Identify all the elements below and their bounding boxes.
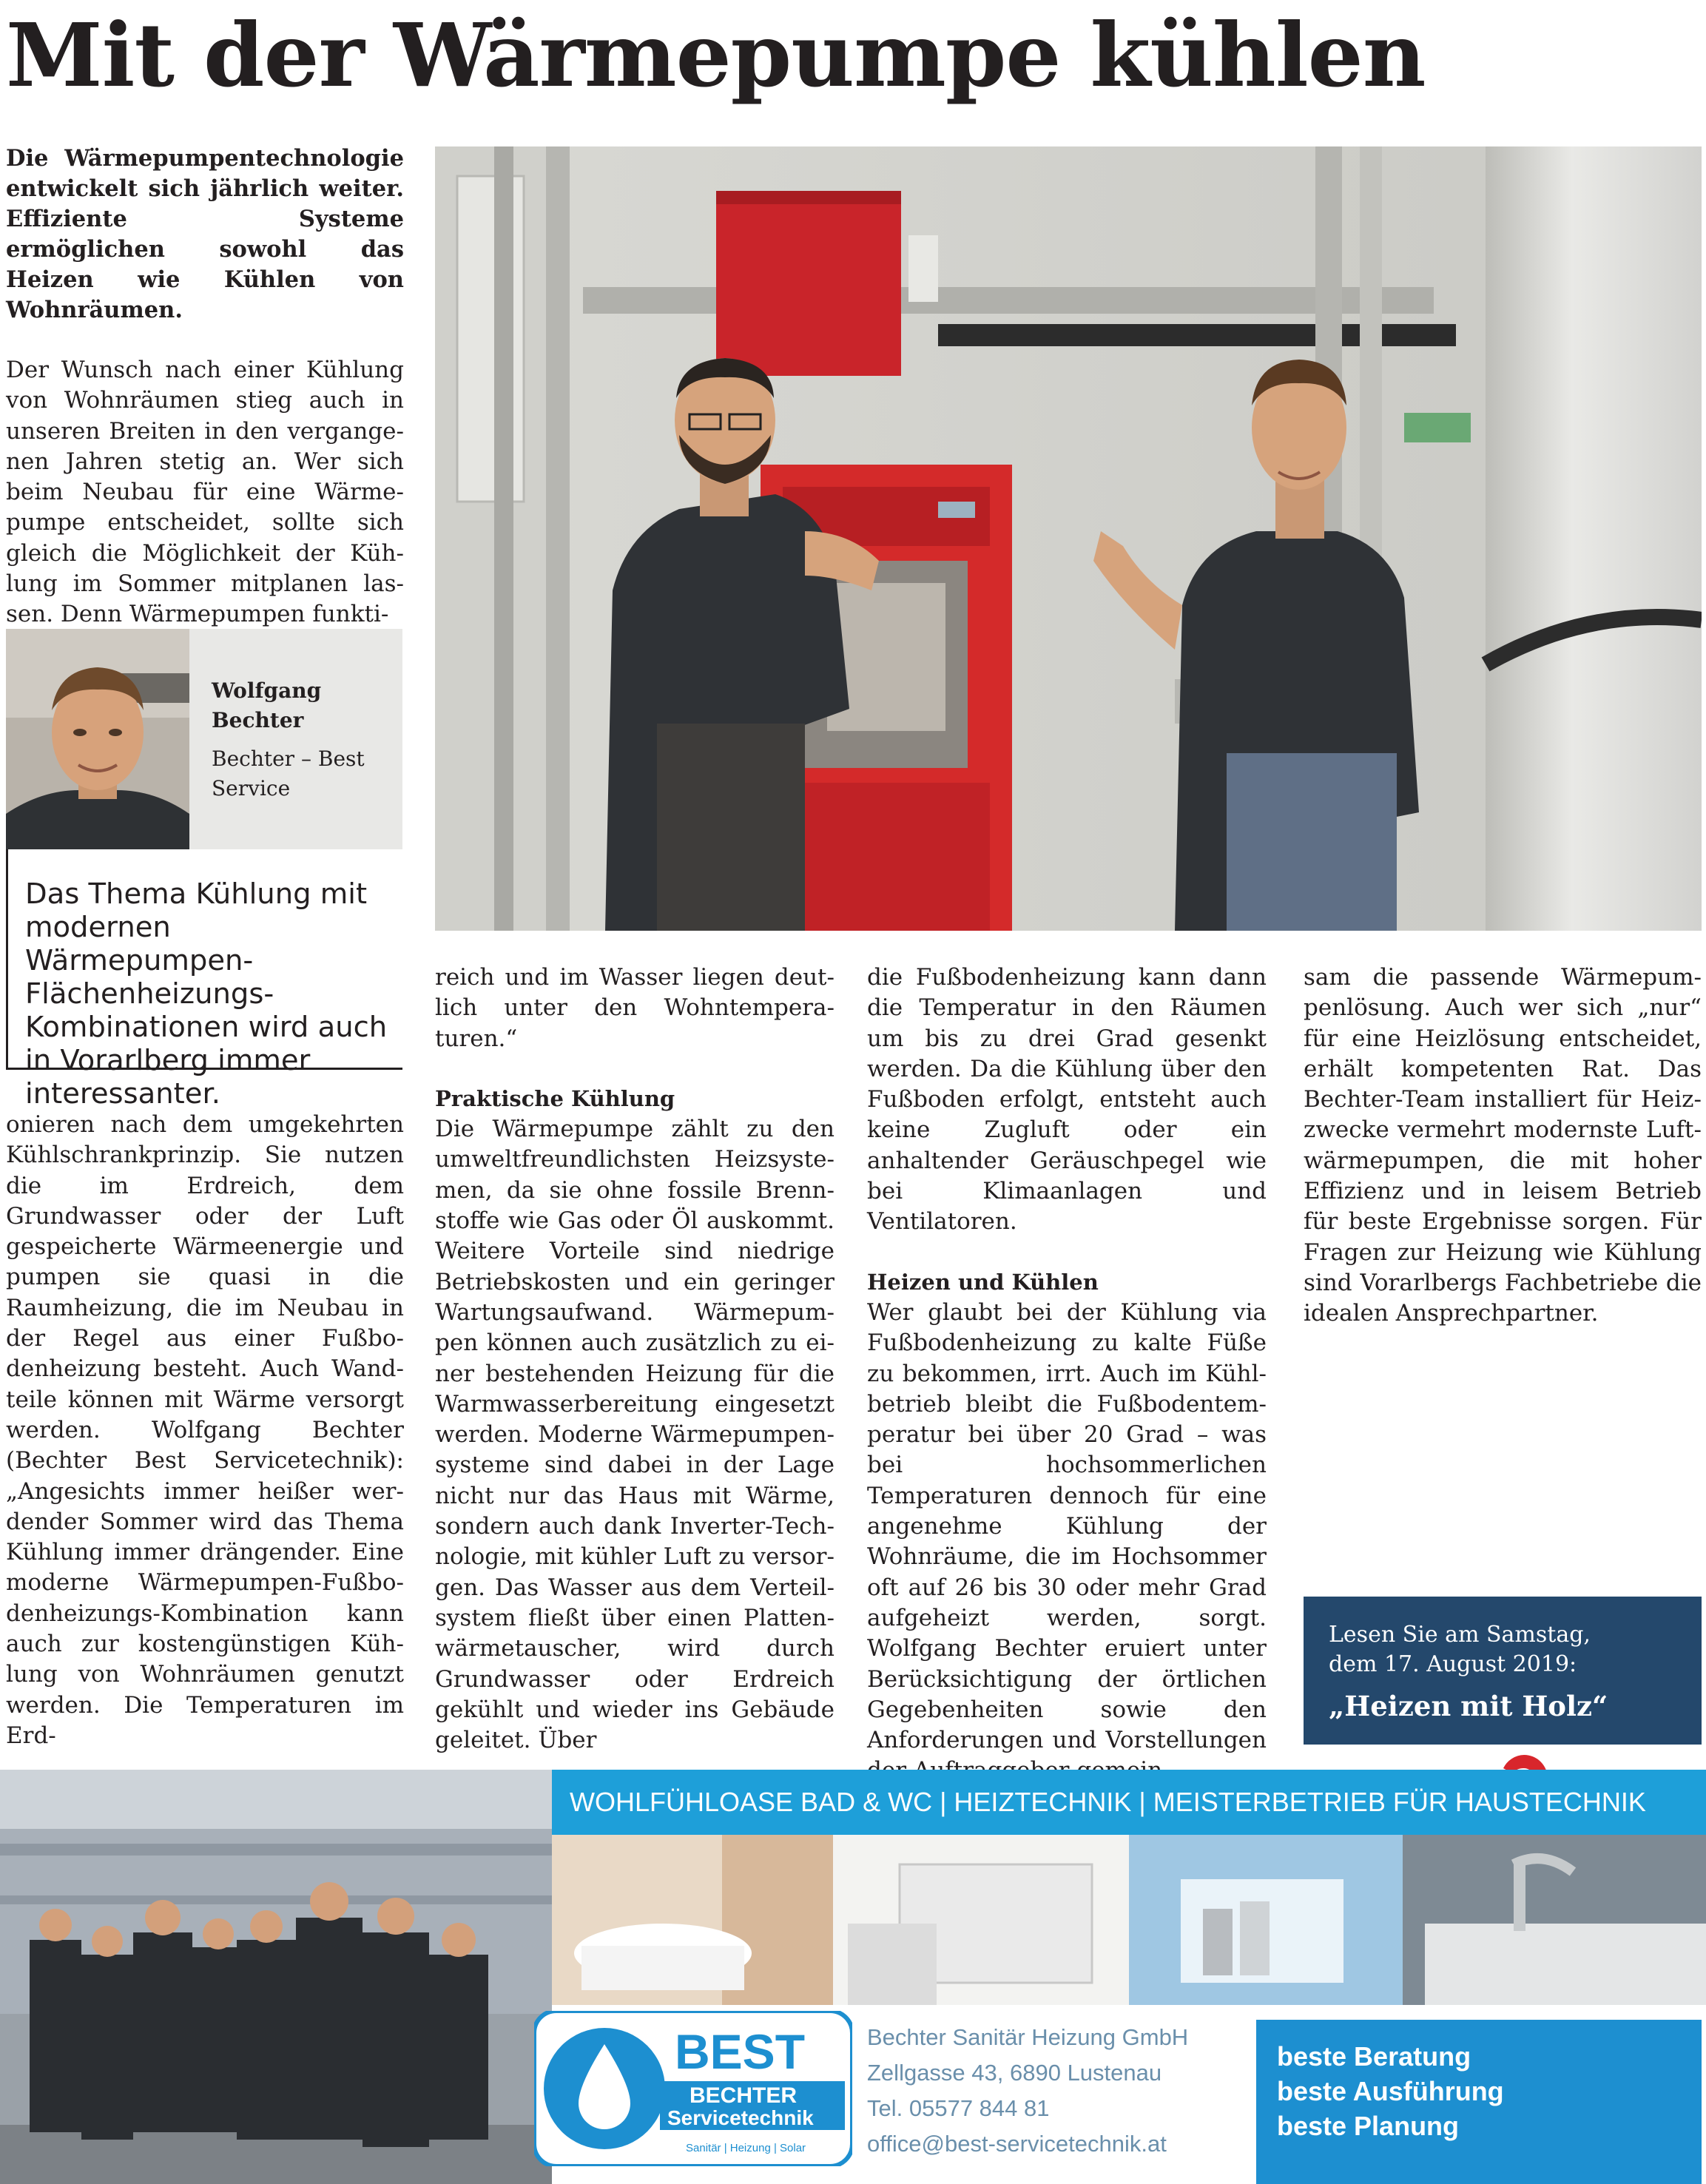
author-company: Bechter – Best Service xyxy=(212,746,365,801)
section-heading: Praktische Kühlung xyxy=(435,1085,675,1111)
ad-address: Zellgasse 43, 6890 Lustenau xyxy=(867,2060,1162,2086)
logo-sub-text: Sanitär | Heizung | Solar xyxy=(686,2142,806,2154)
logo-best-text: BEST xyxy=(675,2024,806,2079)
headline: Mit der Wärmepumpe kühlen xyxy=(6,4,1426,107)
promo-title: „Heizen mit Holz“ xyxy=(1329,1690,1608,1722)
ad-email[interactable]: office@best-servicetechnik.at xyxy=(867,2131,1167,2157)
section-heading: Heizen und Kühlen xyxy=(867,1269,1099,1295)
ad-phone[interactable]: Tel. 05577 844 81 xyxy=(867,2095,1050,2121)
slogan-line: beste Planung xyxy=(1277,2111,1460,2141)
ad-slogan xyxy=(1277,2039,1691,2143)
article-paragraph: Die Wärmepumpe zählt zu den umweltfreundlichsten Heizsystemen, da sie ohne fossile Brennstoffe wie Gas oder Öl auskommt. Weitere Vorteile sind niedrige Betriebskosten und ein geringer Wartungsaufwand. Wärmepumpen können auch zusätzlich zu einer bestehenden Heizung für die Warmwasserbereitung eingesetzt werden. Moderne Wärmepumpensysteme sind dabei in der Lage nicht nur das Haus mit Wärme, sondern auch dank Inverter-Technologie, mit kühler Luft zu versorgen. Das Wasser aus dem Verteilsystem fließt über einen Plattenwärmetauscher, wird durch Grundwasser oder Erdreich gekühlt und wieder ins Gebäude geleitet. Über xyxy=(435,1116,835,1754)
article-column-1-top xyxy=(6,144,404,630)
article-lead: Die Wärmepumpentechnologie entwickelt sich jährlich weiter. Effiziente Systeme ermöglichen sowohl das Heizen wie Kühlen von Wohnräumen. xyxy=(6,145,404,323)
article-paragraph: Der Wunsch nach einer Kühlung von Wohnräumen stieg auch in unseren Breiten in den vergangenen Jahren stetig an. Wer sich beim Neubau für eine Wärmepumpe entscheidet, sollte sich gleich die Möglichkeit der Kühlung im Sommer mitplanen lassen. Denn Wärmepumpen funkti- xyxy=(6,357,404,628)
article-column-3 xyxy=(867,963,1267,1787)
main-photo xyxy=(435,146,1702,931)
slogan-line: beste Beratung xyxy=(1277,2041,1471,2072)
article-column-2 xyxy=(435,963,835,1756)
ad-images-strip xyxy=(552,1835,1706,2005)
article-paragraph: sam die passende Wärmepumpenlösung. Auch wer sich „nur“ für eine Heizlösung entscheidet, erhält kompetenten Rat. Das Bechter-Team installiert für Heizzwecke vermehrt modernste Luftwärmepumpen, die mit hoher Effizienz und in leisem Betrieb für beste Ergebnisse sorgen. Für Fragen zur Heizung wie Kühlung sind Vorarlbergs Fachbetriebe die idealen Ansprechpartner. xyxy=(1304,964,1702,1327)
article-column-4 xyxy=(1304,963,1702,1329)
slogan-line: beste Ausführung xyxy=(1277,2076,1504,2106)
ad-banner-text: WOHLFÜHLOASE BAD & WC | HEIZTECHNIK | MEISTERBETRIEB FÜR HAUSTECHNIK xyxy=(570,1787,1646,1817)
article-paragraph: die Fußbodenheizung kann dann die Temperatur in den Räumen um bis zu drei Grad gesenkt werden. Da die Kühlung über den Fußboden erfolgt, entsteht auch keine Zugluft oder ein anhaltender Geräuschpegel wie bei Klimaanlagen und Ventilatoren. xyxy=(867,964,1267,1236)
article-paragraph: reich und im Wasser liegen deutlich unter den Wohntemperaturen.“ xyxy=(435,964,835,1052)
article-paragraph: onieren nach dem umgekehrten Kühlschrankprinzip. Sie nutzen die im Erdreich, dem Grundwasser oder der Luft gespeicherte Wärmeenergie und pumpen sie quasi in die Raumheizung, die im Neubau in der Regel aus einer Fußbodenheizung besteht. Auch Wandteile können mit Wärme versorgt werden. Wolfgang Bechter (Bechter Best Servicetechnik): „Angesichts immer heißer werdender Sommer wird das Thema Kühlung immer drängender. Eine moderne Wärmepumpen-Fußbodenheizungs-Kombination kann auch zur kostengünstigen Kühlung von Wohnräumen genutzt werden. Die Temperaturen im Erd- xyxy=(6,1111,404,1749)
ad-team-photo xyxy=(0,1770,552,2184)
ad-company-contact xyxy=(867,2020,1281,2162)
article-column-1-bottom xyxy=(6,1110,404,1751)
author-name: Wolfgang Bechter xyxy=(212,678,322,732)
logo-servicetechnik-text: Servicetechnik xyxy=(667,2106,814,2129)
promo-date-line: Lesen Sie am Samstag, dem 17. August 2019: xyxy=(1329,1622,1591,1677)
ad-company-name: Bechter Sanitär Heizung GmbH xyxy=(867,2024,1189,2050)
author-photo xyxy=(6,629,189,849)
best-bechter-logo xyxy=(534,2011,852,2166)
article-paragraph: Wer glaubt bei der Kühlung via Fußbodenheizung zu kalte Füße zu bekommen, irrt. Auch im Kühlbetrieb bleibt die Fußbodentemperatur bei über 20 Grad – was bei hochsommerlichen Temperaturen dennoch für eine angenehme Kühlung der Wohnräume, die im Hochsommer oft auf 26 bis 30 oder mehr Grad aufgeheizt werden, sorgt. Wolfgang Bechter eruiert unter Berücksichtigung der örtlichen Gegebenheiten sowie den Anforderungen und Vorstellungen xyxy=(867,1298,1267,1754)
logo-bechter-text: BECHTER xyxy=(690,2083,798,2108)
pull-quote: Das Thema Kühlung mit modernen Wärmepumpen-Flächenheizungs-Kombinationen wird auch in Vorarlberg immer interessanter. xyxy=(25,877,388,1110)
